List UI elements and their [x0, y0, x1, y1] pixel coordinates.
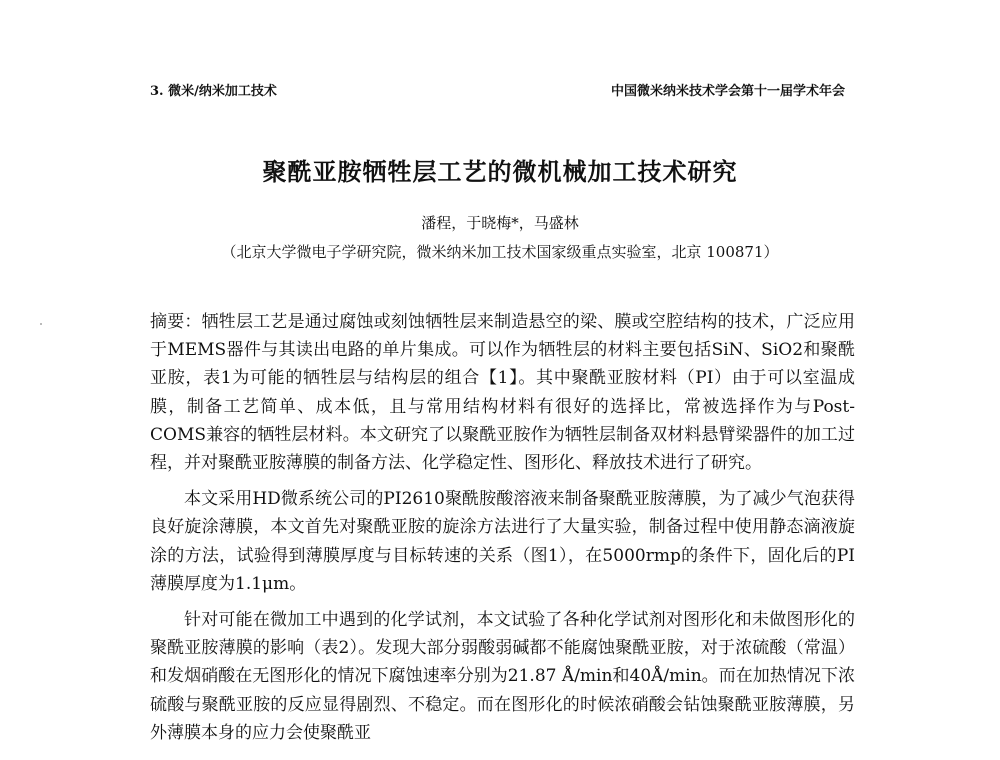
abstract-paragraph: 摘要：牺牲层工艺是通过腐蚀或刻蚀牺牲层来制造悬空的梁、膜或空腔结构的技术，广泛应用于MEMS器件与其读出电路的单片集成。可以作为牺牲层的材料主要包括SiN、SiO2和聚酰亚胺，表1为可能的牺牲层与结构层的组合【1】。其中聚酰亚胺材料（PI）由于可以室温成膜，制备工艺简单、成本低，且与常用结构材料有很好的选择比，常被选择作为与Post-COMS兼容的牺牲层材料。本文研究了以聚酰亚胺作为牺牲层制备双材料悬臂梁器件的加工过程，并对聚酰亚胺薄膜的制备方法、化学稳定性、图形化、释放技术进行了研究。	[150, 312, 855, 474]
conference-header: 中国微米纳米技术学会第十一届学术年会	[610, 84, 845, 99]
body-paragraph: 本文采用HD微系统公司的PI2610聚酰胺酸溶液来制备聚酰亚胺薄膜，为了减少气泡获得良好旋涂薄膜，本文首先对聚酰亚胺的旋涂方法进行了大量实验，制备过程中使用静态滴液旋涂的方法，试验得到薄膜厚度与目标转速的关系（图1），在5000rmp的条件下，固化后的PI薄膜厚度为1.1μm。	[150, 489, 855, 594]
scan-mark	[40, 323, 42, 325]
paper-authors: 潘程，于晓梅*，马盛林	[421, 214, 579, 232]
paper-title: 聚酰亚胺牺牲层工艺的微机械加工技术研究	[262, 157, 738, 186]
body-text	[150, 308, 855, 755]
section-header: 3. 微米/纳米加工技术	[150, 84, 277, 99]
paper-affiliation: （北京大学微电子学研究院，微米纳米加工技术国家级重点实验室，北京 100871）	[221, 243, 779, 261]
body-paragraph: 针对可能在微加工中遇到的化学试剂，本文试验了各种化学试剂对图形化和未做图形化的聚酰亚胺薄膜的影响（表2）。发现大部分弱酸弱碱都不能腐蚀聚酰亚胺，对于浓硫酸（常温）和发烟硝酸在无图形化的情况下腐蚀速率分别为21.87 Å/min和40Å/min。而在加热情况下浓硫酸与聚酰亚胺的反应显得剧烈、不稳定。而在图形化的时候浓硝酸会钻蚀聚酰亚胺薄膜，另外薄膜本身的应力会使聚酰亚	[150, 610, 855, 743]
